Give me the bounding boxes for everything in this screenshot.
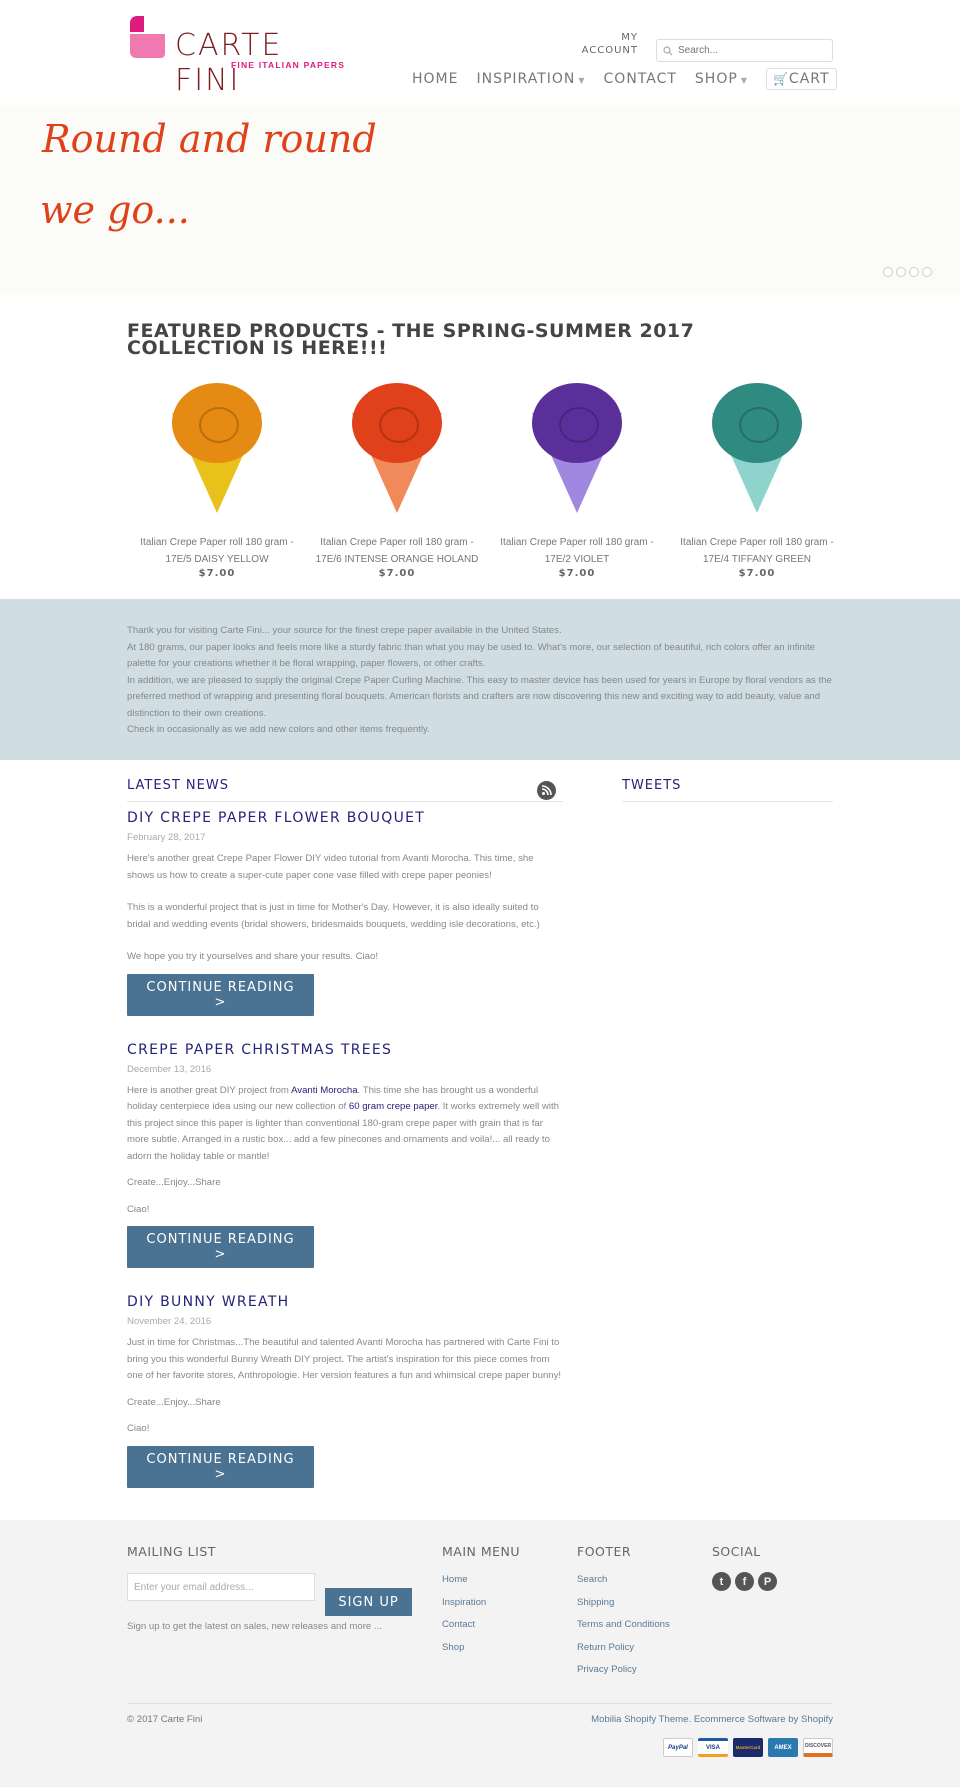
product-price: $7.00 <box>378 568 416 579</box>
search-box[interactable] <box>656 39 833 62</box>
slider-dot[interactable] <box>896 267 906 277</box>
text-segment: . It works extremely well with this project since this paper is lighter than conventional 180-gram crepe paper with grain that is far more subtle. Arranged in a rustic box... add a few pinecones and ornaments and voila!... all ready to adorn the holiday table or mantle! <box>127 1101 559 1162</box>
nav-home[interactable] <box>412 71 458 87</box>
footer-link-home[interactable]: Home <box>442 1574 468 1585</box>
continue-reading-button[interactable]: CONTINUE READING > <box>127 1446 314 1488</box>
nav-shop[interactable] <box>695 71 748 87</box>
visa-icon: VISA <box>698 1738 728 1757</box>
twitter-icon[interactable]: t <box>712 1572 731 1591</box>
search-icon <box>663 46 673 56</box>
footer-link-shipping[interactable]: Shipping <box>577 1596 615 1608</box>
social <box>712 1544 777 1591</box>
amex-icon: AMEX <box>768 1738 798 1757</box>
cart-button[interactable] <box>766 68 837 90</box>
article-text: Ciao! <box>127 1423 150 1434</box>
article-text: Ciao! <box>127 1203 150 1215</box>
pinterest-icon[interactable]: P <box>758 1572 777 1591</box>
intro-text: At 180 grams, our paper looks and feels more like a sturdy fabric than what you may be used to. What's more, our selection of beautiful, rich colors offer an infinite palette for your creations whether it be floral wrapping, paper flowers, or other crafts. <box>127 641 815 669</box>
product-card[interactable] <box>307 375 487 579</box>
site-footer <box>0 1520 960 1787</box>
slider-dot[interactable] <box>909 267 919 277</box>
powered-by-link[interactable]: Mobilia Shopify Theme. Ecommerce Software by Shopify <box>591 1714 833 1725</box>
intro-text: In addition, we are pleased to supply the original Crepe Paper Curling Machine. This easy to master device has been used for years in Europe by floral vendors as the preferred method of wrapping and presenting floral bouquets. American florists and crafters are now discovering this new and exciting way to add beauty, value and distinction to their own creations. <box>127 674 832 719</box>
banner-text-line2: we go... <box>40 188 190 232</box>
footer-link-privacy-policy[interactable]: Privacy Policy <box>577 1664 637 1675</box>
latest-news <box>127 778 563 1506</box>
nav-label: HOME <box>412 71 459 87</box>
footer-heading: SOCIAL <box>712 1544 761 1559</box>
article-text <box>127 1083 563 1166</box>
article-date: December 13, 2016 <box>127 1063 212 1075</box>
article-text: This is a wonderful project that is just in time for Mother's Day. However, it is also ideally suited to bridal and wedding events (bridal showers, bridesmaids bouquets, wedding isle decorations, etc.) <box>127 902 540 930</box>
nav-label: CONTACT <box>603 71 677 87</box>
chevron-down-icon: ▼ <box>740 76 748 85</box>
news-article <box>127 1294 563 1506</box>
article-text: Here's another great Crepe Paper Flower DIY video tutorial from Avanti Morocha. This time, she shows us how to create a super-cute paper cone vase filled with crepe paper peonies! <box>127 853 534 881</box>
payment-icons <box>663 1738 833 1757</box>
product-grid <box>127 375 847 579</box>
product-image[interactable] <box>667 375 847 525</box>
nav-label: SHOP <box>694 71 738 87</box>
footer-divider <box>127 1703 833 1704</box>
section-title: TWEETS <box>622 778 833 802</box>
featured-title: FEATURED PRODUCTS - THE SPRING-SUMMER 2017 COLLECTION IS HERE!!! <box>127 320 695 359</box>
news-article <box>127 1042 563 1287</box>
product-price: $7.00 <box>558 568 596 579</box>
logo-tagline: FINE ITALIAN PAPERS <box>231 60 346 70</box>
product-card[interactable] <box>487 375 667 579</box>
slider-dot[interactable] <box>922 267 932 277</box>
mailing-list <box>127 1544 427 1632</box>
logo[interactable] <box>127 16 357 98</box>
product-title[interactable]: Italian Crepe Paper roll 180 gram - <box>680 537 834 548</box>
footer-menu <box>577 1544 670 1682</box>
product-card[interactable] <box>127 375 307 579</box>
footer-link-inspiration[interactable]: Inspiration <box>442 1596 487 1608</box>
hero-banner[interactable] <box>0 105 960 295</box>
article-date: November 24, 2016 <box>127 1316 212 1327</box>
signup-note: Sign up to get the latest on sales, new releases and more ... <box>127 1621 382 1632</box>
facebook-icon[interactable]: f <box>735 1572 754 1591</box>
section-title: LATEST NEWS <box>127 778 229 793</box>
discover-icon: DISCOVER <box>803 1738 833 1757</box>
main-nav <box>412 68 837 90</box>
footer-link-search[interactable]: Search <box>577 1574 608 1585</box>
product-image[interactable] <box>487 375 667 525</box>
my-account-link[interactable]: MY ACCOUNT <box>581 32 638 56</box>
product-price: $7.00 <box>198 568 236 579</box>
product-variant[interactable]: 17E/2 VIOLET <box>544 554 610 565</box>
nav-contact[interactable] <box>604 71 677 87</box>
footer-heading: MAIN MENU <box>442 1544 521 1559</box>
logo-mark-bubble <box>130 34 165 58</box>
text-segment: Here is another great DIY project from <box>127 1084 292 1096</box>
product-card[interactable] <box>667 375 847 579</box>
article-text: Create...Enjoy...Share <box>127 1177 221 1188</box>
article-text: Create...Enjoy...Share <box>127 1396 221 1408</box>
product-price: $7.00 <box>738 568 776 579</box>
chevron-down-icon: ▼ <box>578 76 586 85</box>
main-menu <box>442 1544 520 1659</box>
intro-section <box>0 599 960 760</box>
article-text: We hope you try it yourselves and share your results. Ciao! <box>127 951 378 962</box>
footer-heading: FOOTER <box>577 1544 632 1559</box>
site-header <box>0 0 960 105</box>
article-text: Just in time for Christmas...The beautiful and talented Avanti Morocha has partnered with Carte Fini to bring you this wonderful Bunny Wreath DIY project. The artist's inspiration for this piece comes from one of her favorite stores, Anthropologie. Her version features a fun and whimsical crepe paper bunny! <box>127 1337 562 1381</box>
footer-link-terms[interactable]: Terms and Conditions <box>577 1619 670 1630</box>
product-image[interactable] <box>127 375 307 525</box>
article-title[interactable]: DIY CREPE PAPER FLOWER BOUQUET <box>127 810 426 826</box>
paypal-icon: PayPal <box>663 1738 693 1757</box>
cart-icon: 🛒 <box>772 72 789 86</box>
product-title[interactable]: Italian Crepe Paper roll 180 gram - <box>140 537 294 548</box>
article-date: February 28, 2017 <box>127 832 206 843</box>
news-article <box>127 810 563 1034</box>
product-image[interactable] <box>307 375 487 525</box>
text-segment: . This time she has brought us a wonderful holiday centerpiece idea using our new collection of <box>127 1084 539 1112</box>
slider-dot[interactable] <box>883 267 893 277</box>
continue-reading-button[interactable]: CONTINUE READING > <box>127 1226 314 1268</box>
article-title[interactable]: CREPE PAPER CHRISTMAS TREES <box>127 1041 393 1058</box>
intro-text: Thank you for visiting Carte Fini... your source for the finest crepe paper available in the United States. <box>127 625 562 636</box>
continue-reading-button[interactable]: CONTINUE READING > <box>127 974 314 1016</box>
product-variant[interactable]: 17E/5 DAISY YELLOW <box>165 554 269 565</box>
search-input[interactable] <box>678 45 828 56</box>
nav-inspiration[interactable] <box>476 71 585 87</box>
mastercard-icon: MasterCard <box>733 1738 763 1757</box>
product-variant[interactable]: 17E/4 TIFFANY GREEN <box>702 554 811 565</box>
rss-icon[interactable] <box>537 781 556 800</box>
footer-link-shop[interactable]: Shop <box>442 1641 465 1653</box>
product-title[interactable]: Italian Crepe Paper roll 180 gram - <box>320 537 474 548</box>
slider-dots <box>883 267 932 277</box>
footer-link-return-policy[interactable]: Return Policy <box>577 1641 635 1653</box>
nav-label: INSPIRATION <box>476 71 576 87</box>
avanti-morocha-link[interactable]: Avanti Morocha <box>291 1084 358 1096</box>
article-title[interactable]: DIY BUNNY WREATH <box>127 1294 290 1310</box>
footer-link-contact[interactable]: Contact <box>442 1619 476 1630</box>
cart-label: CART <box>788 71 830 87</box>
product-title[interactable]: Italian Crepe Paper roll 180 gram - <box>500 537 654 548</box>
product-variant[interactable]: 17E/6 INTENSE ORANGE HOLAND <box>315 554 479 565</box>
intro-text: Check in occasionally as we add new colors and other items frequently. <box>127 724 430 735</box>
logo-name: CARTE FINI <box>175 28 283 98</box>
email-input[interactable]: Enter your email address... <box>127 1573 315 1601</box>
sign-up-button[interactable]: SIGN UP <box>325 1588 412 1616</box>
banner-text-line1: Round and round <box>42 117 377 161</box>
footer-heading: MAILING LIST <box>127 1544 216 1559</box>
60-gram-crepe-paper-link[interactable]: 60 gram crepe paper <box>348 1101 438 1112</box>
logo-mark <box>130 16 144 32</box>
tweets-section <box>622 778 833 802</box>
copyright: © 2017 Carte Fini <box>127 1714 203 1725</box>
